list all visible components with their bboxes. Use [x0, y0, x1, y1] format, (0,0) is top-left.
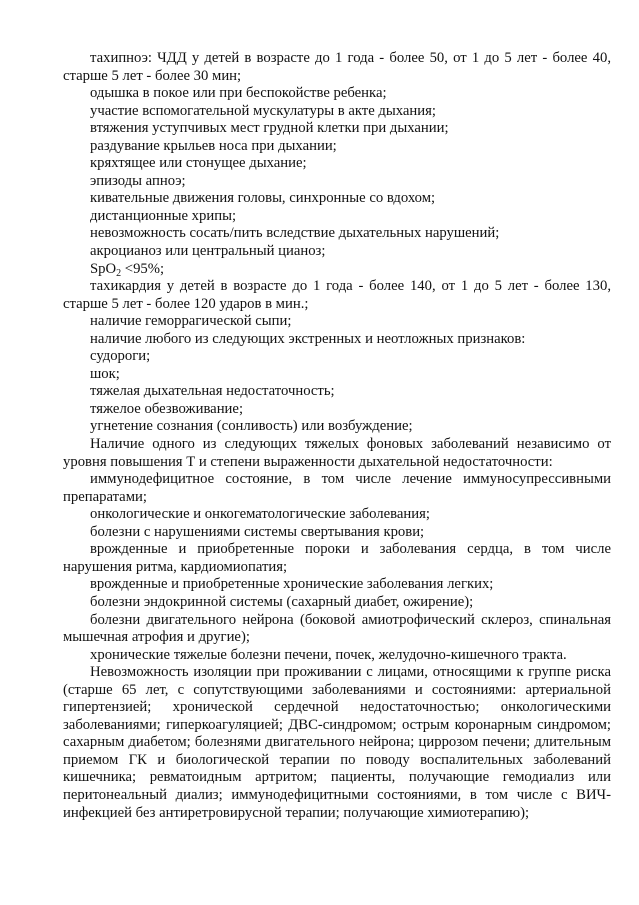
paragraph-background-diseases: Наличие одного из следующих тяжелых фоновых заболеваний независимо от уровня повышения Т и степени выраженности дыхательной недостаточности: [63, 436, 611, 470]
document-body [63, 50, 611, 822]
paragraph-apnea: эпизоды апноэ; [90, 172, 186, 189]
paragraph-lung-diseases: врожденные и приобретенные хронические заболевания легких; [90, 576, 494, 593]
paragraph-nasal-flaring: раздувание крыльев носа при дыхании; [90, 137, 337, 154]
paragraph-consciousness: угнетение сознания (сонливость) или возбуждение; [90, 418, 413, 435]
paragraph-isolation: Невозможность изоляции при проживании с лицами, относящими к группе риска (старше 65 лет, с сопутствующими заболеваниями и состояниями: артериальной гипертензией; хронической сердечной недостаточностью; онкологическими заболеваниями; гиперкоагуляцией; ДВС-синдромом; острым коронарным синдромом; сахарным диабетом; болезнями двигательного нейрона; циррозом печени; длительным приемом ГК и биологической терапии по поводу воспалительных заболеваний кишечника; ревматоидным артритом; пациенты, получающие гемодиализ или перитонеальный диализ; иммунодефицитными состояниями, в том числе с ВИЧ-инфекцией без антиретровирусной терапии; получающие химиотерапию); [63, 664, 611, 821]
paragraph-chronic-organ: хронические тяжелые болезни печени, почек, желудочно-кишечного тракта. [90, 646, 567, 663]
paragraph-accessory-muscles: участие вспомогательной мускулатуры в акте дыхания; [90, 102, 436, 119]
paragraph-emergency-signs: наличие любого из следующих экстренных и неотложных признаков: [90, 330, 526, 347]
paragraph-grunting: кряхтящее или стонущее дыхание; [90, 155, 307, 172]
paragraph-dehydration: тяжелое обезвоживание; [90, 400, 244, 417]
paragraph-feeding: невозможность сосать/пить вследствие дыхательных нарушений; [90, 225, 500, 242]
paragraph-endocrine: болезни эндокринной системы (сахарный диабет, ожирение); [90, 593, 474, 610]
paragraph-rash: наличие геморрагической сыпи; [90, 313, 292, 330]
paragraph-tachycardia: тахикардия у детей в возрасте до 1 года - более 140, от 1 до 5 лет - более 130, старше 5 лет - более 120 ударов в мин.; [63, 278, 611, 312]
paragraph-coagulation: болезни с нарушениями системы свертывания крови; [90, 523, 425, 540]
paragraph-chest-retractions: втяжения уступчивых мест грудной клетки при дыхании; [90, 120, 449, 137]
paragraph-respiratory-failure: тяжелая дыхательная недостаточность; [90, 383, 335, 400]
spo2-suffix: <95%; [121, 260, 165, 277]
paragraph-wheezing: дистанционные хрипы; [90, 207, 237, 224]
paragraph-dyspnea-rest: одышка в покое или при беспокойстве ребенка; [90, 85, 387, 102]
paragraph-motor-neuron: болезни двигательного нейрона (боковой амиотрофический склероз, спинальная мышечная атрофия и другие); [63, 611, 611, 646]
spo2-prefix: SpO [90, 260, 117, 277]
paragraph-heart-diseases: врожденные и приобретенные пороки и заболевания сердца, в том числе нарушения ритма, кардиомиопатия; [63, 541, 611, 575]
paragraph-immunodeficiency: иммунодефицитное состояние, в том числе лечение иммуносупрессивными препаратами; [63, 471, 611, 505]
paragraph-head-bobbing: кивательные движения головы, синхронные со вдохом; [90, 190, 436, 207]
paragraph-spo2 [63, 261, 611, 279]
spo2-subscript: 2 [116, 267, 122, 279]
paragraph-shock: шок; [90, 365, 120, 382]
paragraph-seizures: судороги; [90, 348, 151, 365]
paragraph-cyanosis: акроцианоз или центральный цианоз; [90, 243, 326, 260]
paragraph-tachypnea: тахипноэ: ЧДД у детей в возрасте до 1 года - более 50, от 1 до 5 лет - более 40, старше 5 лет - более 30 мин; [63, 50, 611, 84]
paragraph-oncology: онкологические и онкогематологические заболевания; [90, 506, 430, 523]
